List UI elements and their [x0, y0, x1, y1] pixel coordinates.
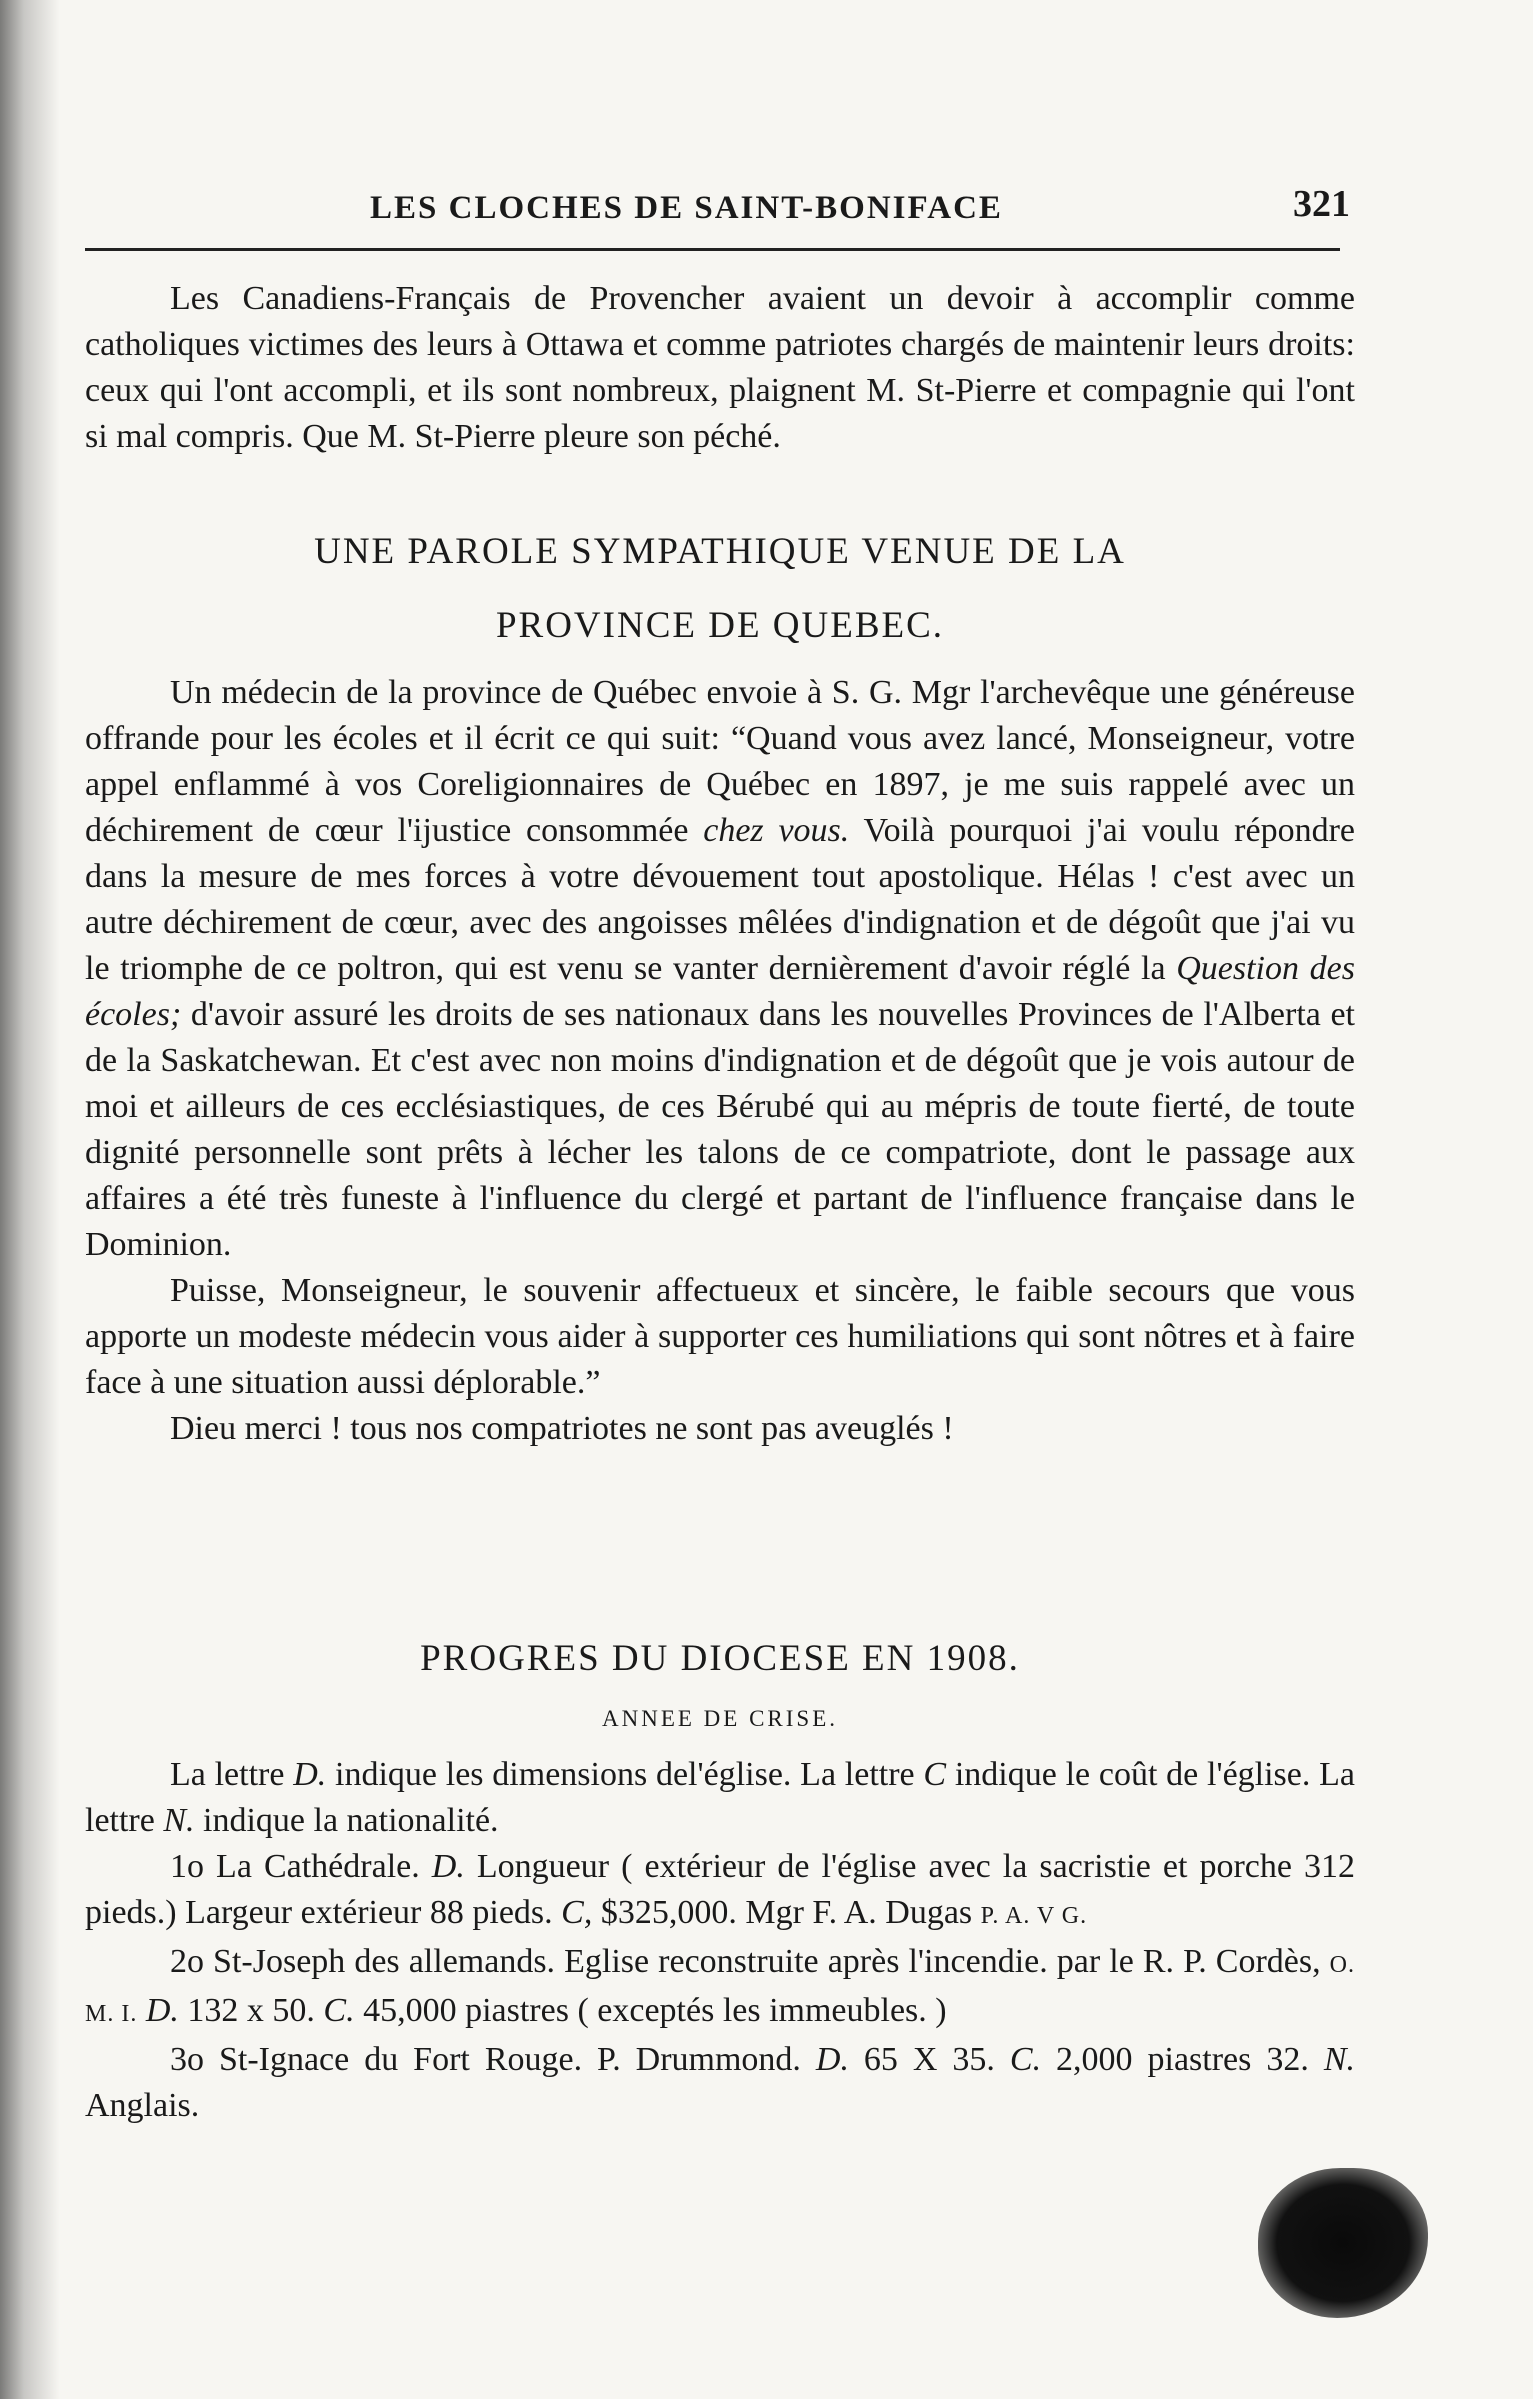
item3-text-b: 65 X 35.: [848, 2041, 1010, 2078]
item2-text-a: 2o St-Joseph des allemands. Eglise reconstruite après l'incendie. par le R. P. Cordès,: [170, 1943, 1330, 1980]
section-progres: [85, 1752, 1355, 2129]
legend-text-c: indique le coût de l'église. La lettre: [85, 1756, 1355, 1839]
paragraph-provencher: Les Canadiens-Français de Provencher avaient un devoir à accomplir comme catholiques victimes des leurs à Ottawa et comme patriotes chargés de maintenir leurs droits: ceux qui l'ont accompli, et ils sont nombreux, plaignent M. St-Pierre et compagnie qui l'ont si mal compris. Que M. St-Pierre pleure son péché.: [85, 280, 1355, 455]
legend-letter-n: N.: [163, 1802, 195, 1839]
item3-text-c: 2,000 piastres 32.: [1041, 2041, 1324, 2078]
section-provencher: [85, 276, 1355, 460]
item1-letter-c: C,: [561, 1894, 593, 1931]
item3-text-a: 3o St-Ignace du Fort Rouge. P. Drummond.: [170, 2041, 816, 2078]
ink-stain: [1258, 2168, 1428, 2318]
item3-letter-c: C.: [1009, 2041, 1042, 2078]
heading-parole-line2: PROVINCE DE QUEBEC.: [495, 605, 945, 646]
item1-text-c: $325,000. Mgr F. A. Dugas: [592, 1894, 981, 1931]
item2-order-abbrev: O. M. I.: [85, 1952, 1355, 2027]
legend-letter-d: D.: [293, 1756, 327, 1793]
paragraph-medecin-letter: [85, 670, 1355, 1268]
page-number: 321: [1293, 183, 1350, 225]
letter-text-1: Un médecin de la province de Québec envoie à S. G. Mgr l'archevêque une généreuse offrande pour les écoles et il écrit ce qui suit: “Quand vous avez lancé, Monseigneur, votre appel enflammé à vos Coreligionnaires de Québec en 1897, je me suis rappelé avec un déchirement de cœur l'ijustice consommée: [85, 674, 1355, 849]
binding-shadow: [0, 0, 60, 2399]
item3-text-d: Anglais.: [85, 2087, 200, 2124]
header-rule: [85, 248, 1340, 251]
item2-text-c: 45,000 piastres ( exceptés les immeubles. ): [354, 1992, 947, 2029]
legend-text-b: indique les dimensions del'église. La lettre: [326, 1756, 924, 1793]
item2-letter-d: D.: [137, 1992, 179, 2029]
letter-text-2: Voilà pourquoi j'ai voulu répondre dans la mesure de mes forces à votre dévouement tout apostolique. Hélas ! c'est avec un autre déchirement de cœur, avec des angoisses mêlées d'indignation et de dégoût que j'ai vu le triomphe de ce poltron, qui est venu se vanter dernièrement d'avoir réglé la: [85, 812, 1355, 987]
legend-letter-c: C: [923, 1756, 947, 1793]
heading-parole-line1: UNE PAROLE SYMPATHIQUE VENUE DE LA: [314, 531, 1126, 572]
item-st-joseph: [85, 1939, 1355, 2037]
letter-text-3: d'avoir assuré les droits de ses nationaux dans les nouvelles Provinces de l'Alberta et de la Saskatchewan. Et c'est avec non moins d'indignation et de dégoût que je vois autour de moi et ailleurs de ces ecclésiastiques, de ces Bérubé qui au mépris de toute fierté, de toute dignité personnelle sont prêts à lécher les talons de ce compatriote, dont le passage aux affaires a été très funeste à l'influence du clergé et partant de l'influence française dans le Dominion.: [85, 996, 1355, 1263]
paragraph-legend: [85, 1752, 1355, 1844]
item1-text-b: Longueur ( extérieur de l'église avec la sacristie et porche 312 pieds.) Largeur extérieur 88 pieds.: [85, 1848, 1356, 1931]
heading-progres: PROGRES DU DIOCESE EN 1908.: [420, 1638, 1020, 1679]
running-title: LES CLOCHES DE SAINT-BONIFACE: [370, 190, 1003, 226]
item-st-ignace: [85, 2037, 1355, 2129]
section-parole: [85, 670, 1355, 1452]
page-header: [370, 182, 1350, 242]
item1-letter-d: D.: [431, 1848, 465, 1885]
legend-text-d: indique la nationalité.: [194, 1802, 499, 1839]
item-cathedrale: [85, 1844, 1355, 1939]
item1-title-abbrev: P. A. V G.: [980, 1903, 1088, 1929]
item2-text-b: 132 x 50.: [178, 1992, 324, 2029]
paragraph-dieu-merci: Dieu merci ! tous nos compatriotes ne sont pas aveuglés !: [170, 1410, 954, 1447]
legend-text-a: La lettre: [170, 1756, 294, 1793]
letter-emphasis-chez-vous: chez vous.: [703, 812, 850, 849]
item3-letter-n: N.: [1323, 2041, 1355, 2078]
subheading-annee-de-crise: ANNEE DE CRISE.: [601, 1706, 839, 1731]
paragraph-puisse: Puisse, Monseigneur, le souvenir affectueux et sincère, le faible secours que vous apporte un modeste médecin vous aider à supporter ces humiliations qui sont nôtres et à faire face à une situation aussi déplorable.”: [85, 1272, 1355, 1401]
item1-text-a: 1o La Cathédrale.: [170, 1848, 432, 1885]
item3-letter-d: D.: [815, 2041, 849, 2078]
item2-letter-c: C.: [323, 1992, 355, 2029]
letter-emphasis-question: Question des écoles;: [85, 950, 1355, 1033]
